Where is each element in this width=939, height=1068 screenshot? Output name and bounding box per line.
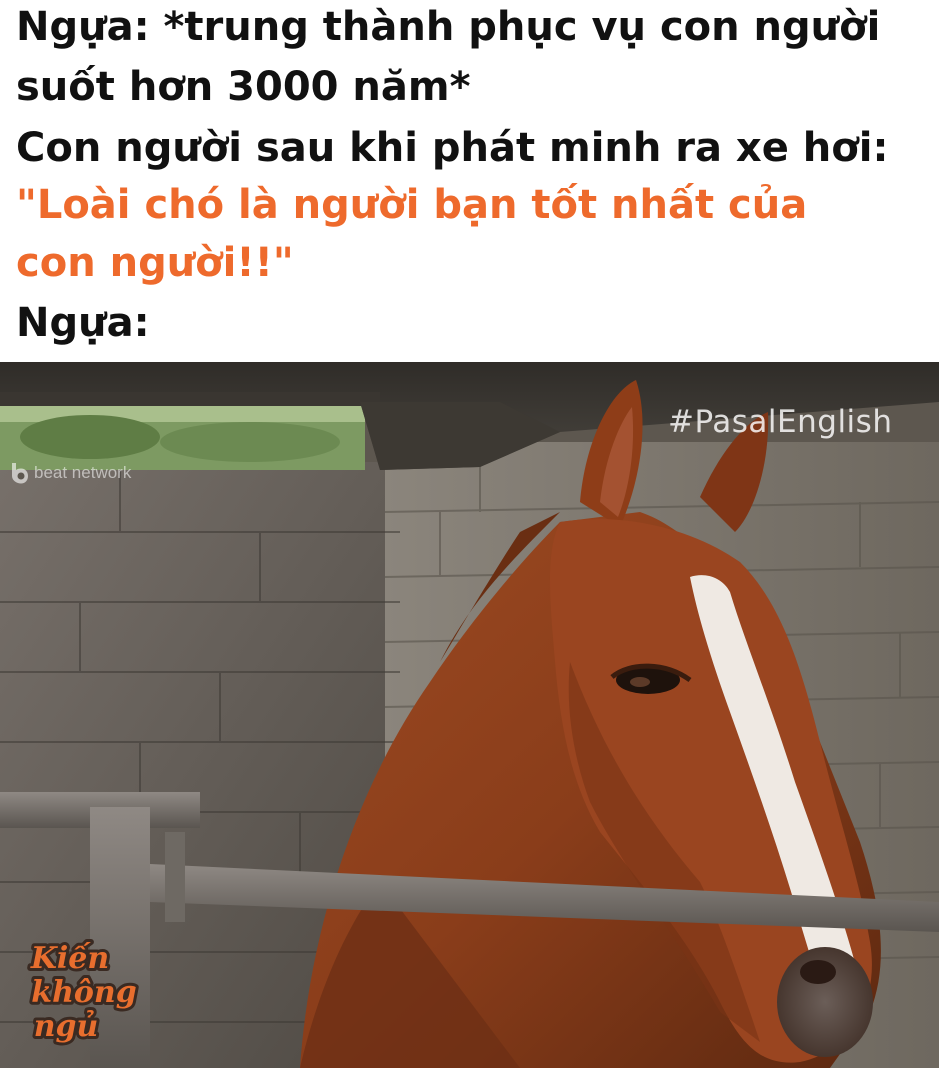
svg-text:không: không — [31, 975, 137, 1010]
beat-network-watermark — [6, 460, 131, 486]
caption-line-2: suốt hơn 3000 năm* — [16, 64, 471, 110]
caption-line-3: Con người sau khi phát minh ra xe hơi: — [16, 125, 889, 171]
caption-block — [0, 0, 939, 362]
caption-line-1: Ngựa: *trung thành phục vụ con người — [16, 4, 881, 50]
caption-line-5-quote: con người!!" — [16, 240, 294, 286]
svg-text:ngủ: ngủ — [33, 1009, 99, 1044]
svg-text:Kiến: Kiến — [30, 941, 110, 976]
caption-line-6: Ngựa: — [16, 300, 150, 346]
beat-network-label: beat network — [34, 463, 132, 482]
beat-network-logo-icon — [6, 461, 30, 485]
kien-khong-ngu-logo — [24, 938, 150, 1046]
pasal-english-watermark: #PasalEnglish — [668, 404, 893, 440]
caption-line-4-quote: "Loài chó là người bạn tốt nhất của — [16, 182, 808, 228]
